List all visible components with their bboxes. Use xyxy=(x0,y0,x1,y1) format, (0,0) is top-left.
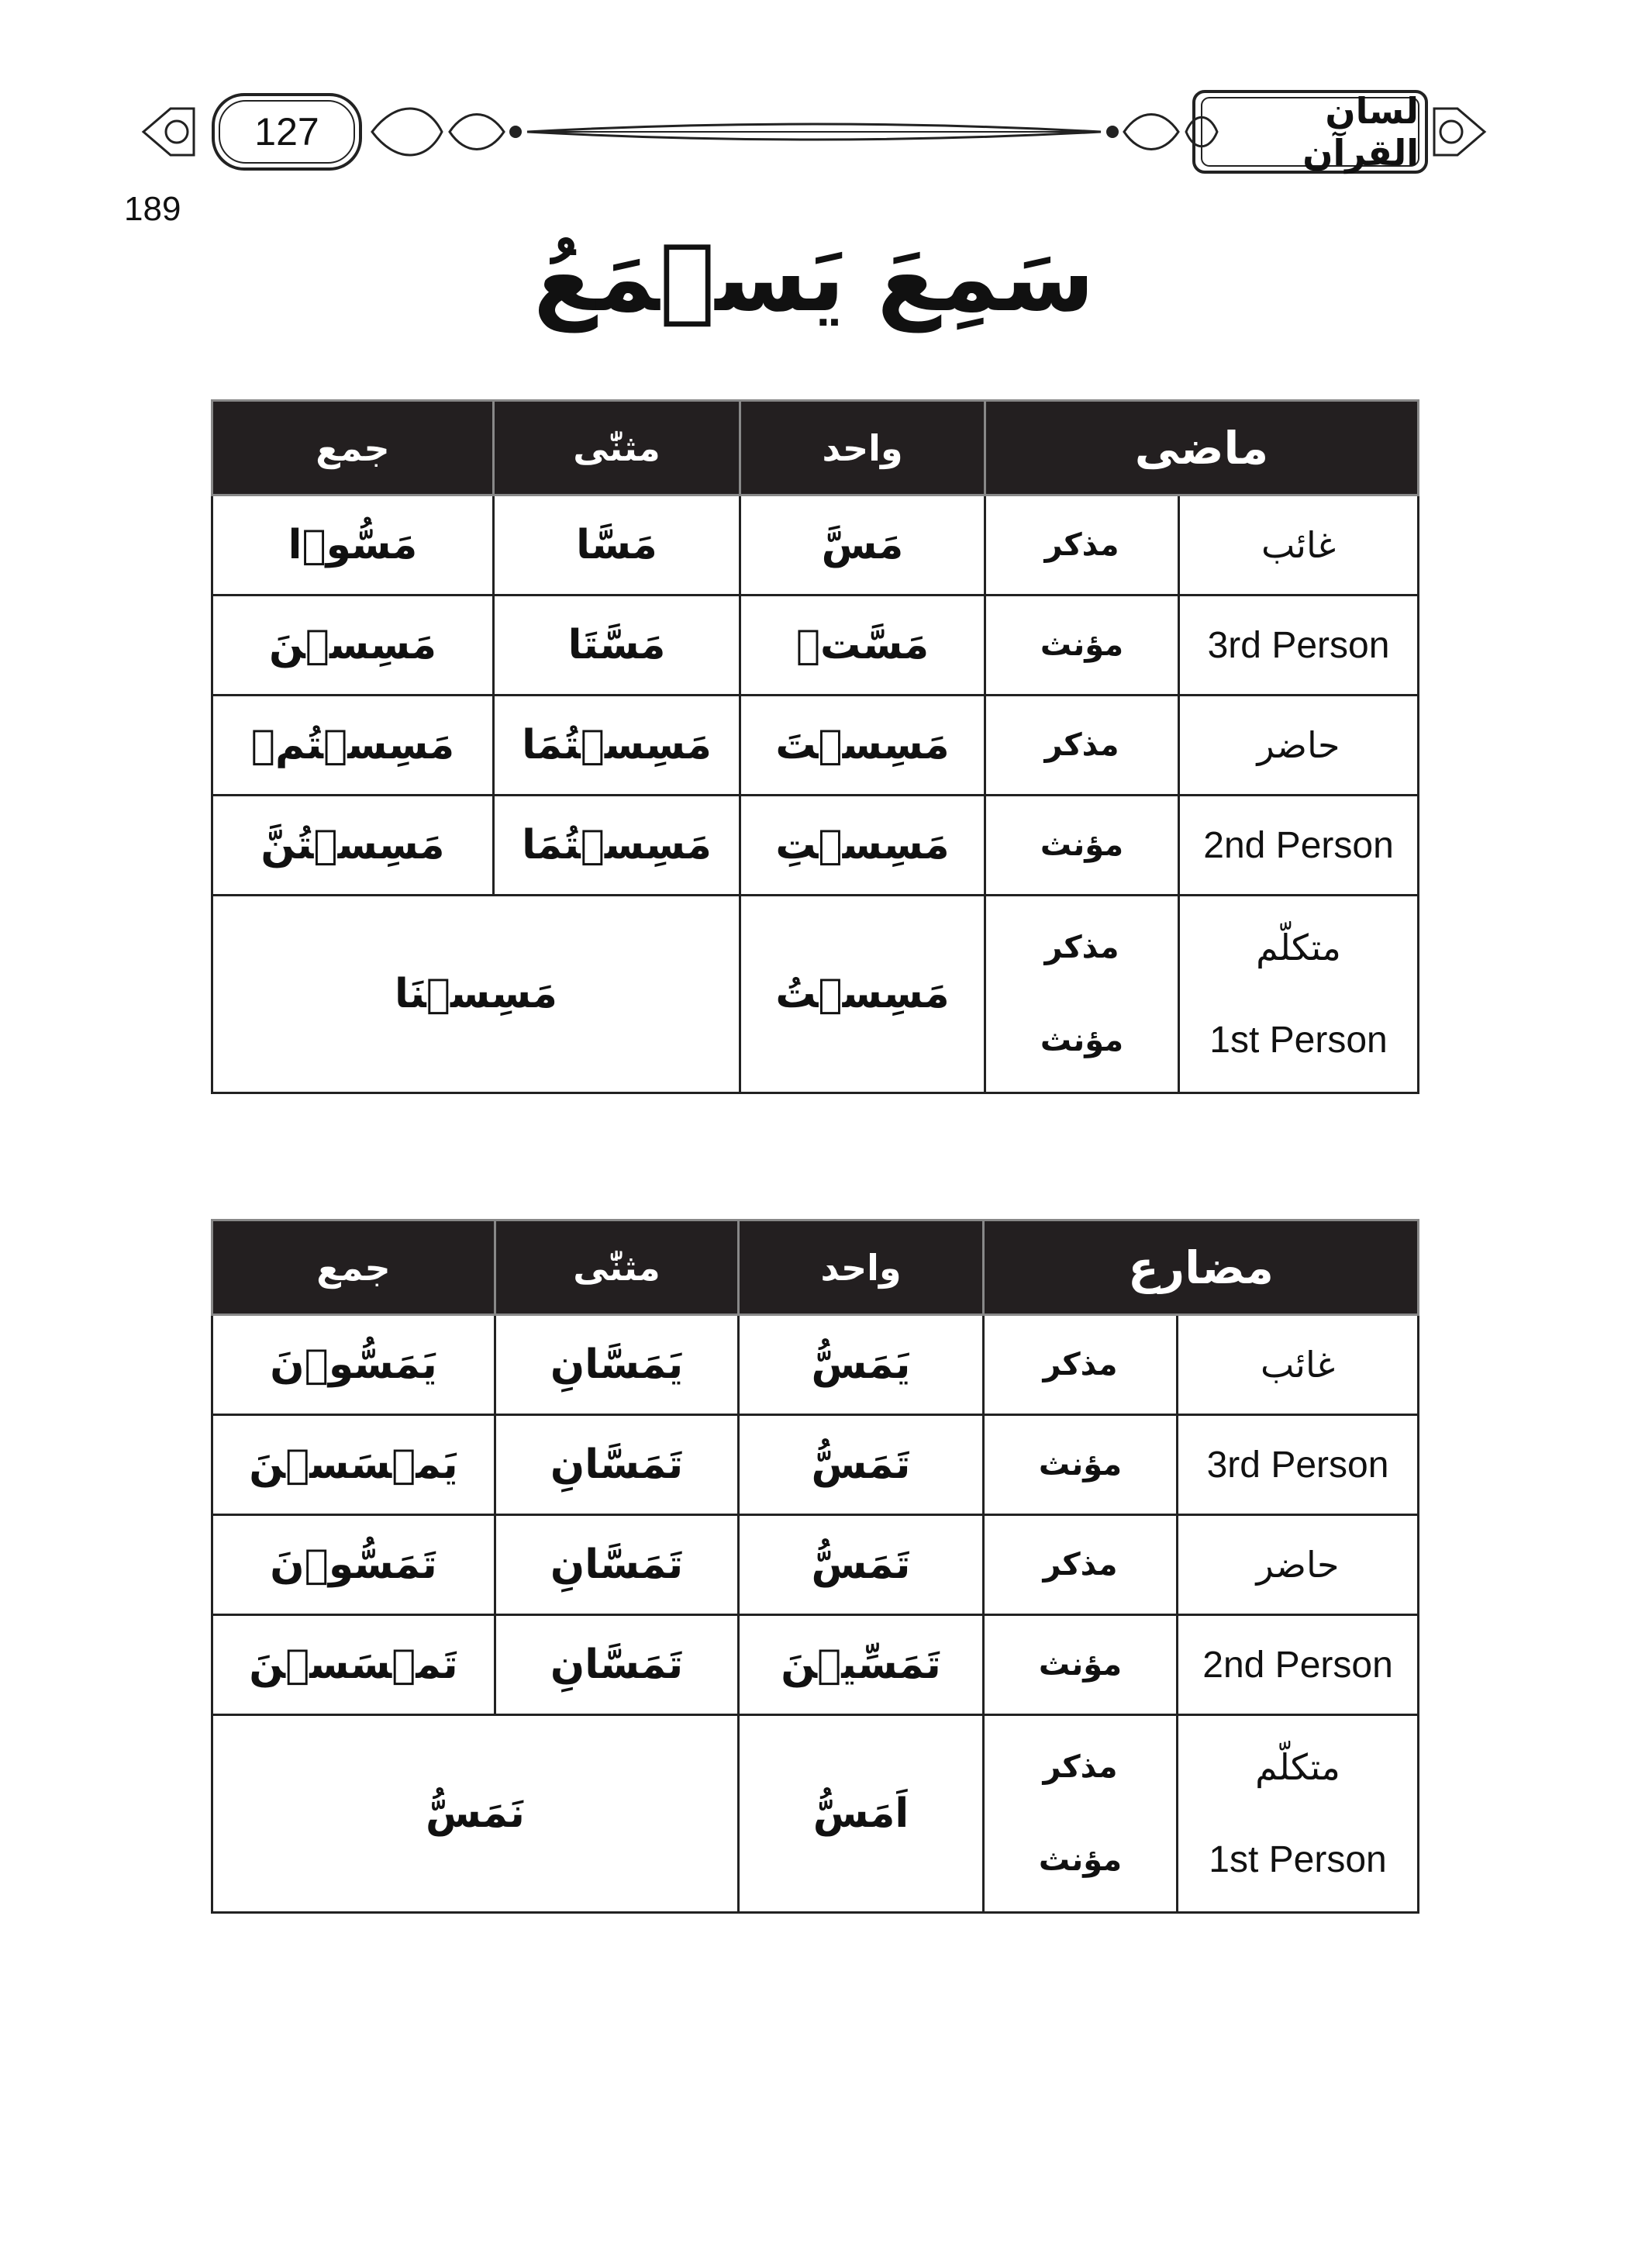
person-label-arabic: متکلّم xyxy=(1256,926,1341,968)
gender-label: مذکر xyxy=(985,495,1179,595)
gender-label: مذکر xyxy=(1043,1749,1118,1785)
cell-jama: مَسِسۡنَ xyxy=(212,595,494,696)
table-row xyxy=(212,1415,1419,1515)
book-title: لسان القرآن xyxy=(1302,90,1419,174)
cell-wahid: مَسِسۡتِ xyxy=(740,796,985,896)
cell-jama: مَسِسۡنَا xyxy=(212,896,740,1093)
cell-wahid: مَسَّتۡ xyxy=(740,595,985,696)
gender-label: مؤنث xyxy=(985,796,1179,896)
cell-wahid: يَمَسُّ xyxy=(739,1315,984,1415)
cell-wahid: تَمَسُّ xyxy=(739,1415,984,1515)
person-label-english: 1st Person xyxy=(1209,1839,1387,1881)
cell-muthanna: تَمَسَّانِ xyxy=(495,1515,739,1615)
page-header xyxy=(140,85,1488,178)
cell-wahid: مَسِسۡتَ xyxy=(740,696,985,796)
side-reference-number: 189 xyxy=(124,190,181,228)
person-label-english: 3rd Person xyxy=(1178,1415,1419,1515)
table-row xyxy=(212,1315,1419,1415)
person-label-arabic: حاضر xyxy=(1178,1515,1419,1615)
person-label-english: 2nd Person xyxy=(1178,1615,1419,1715)
person-pair xyxy=(1179,896,1419,1093)
cell-jama: نَمَسُّ xyxy=(212,1715,739,1913)
cell-jama: يَمَسُّوۡنَ xyxy=(212,1315,495,1415)
madi-conjugation-table xyxy=(211,399,1419,1094)
cell-jama: مَسِسۡتُمۡ xyxy=(212,696,494,796)
cell-wahid: تَمَسِّيۡنَ xyxy=(739,1615,984,1715)
table-row-first-person xyxy=(212,1715,1419,1913)
gender-label: مذکر xyxy=(985,696,1179,796)
verb-title: سَمِعَ يَسۡمَعُ xyxy=(533,225,1095,333)
cell-jama: مَسُّوۡا xyxy=(212,495,494,595)
cell-muthanna: مَسَّتَا xyxy=(494,595,740,696)
mudari-conjugation-table xyxy=(211,1219,1419,1914)
cell-wahid: مَسِسۡتُ xyxy=(740,896,985,1093)
table-row xyxy=(212,1615,1419,1715)
person-label-english: 1st Person xyxy=(1209,1020,1388,1062)
table-row xyxy=(212,796,1419,896)
gender-label: مذکر xyxy=(984,1515,1178,1615)
person-label-english: 2nd Person xyxy=(1179,796,1419,896)
gender-label: مؤنث xyxy=(1040,1023,1124,1058)
person-label-arabic: متکلّم xyxy=(1255,1745,1340,1788)
column-header-muthanna: مثنّٰی xyxy=(494,401,740,495)
gender-label: مذکر xyxy=(1044,930,1119,965)
cell-muthanna: مَسِسۡتُمَا xyxy=(494,696,740,796)
cell-wahid: اَمَسُّ xyxy=(739,1715,984,1913)
gender-label: مؤنث xyxy=(1038,1842,1123,1878)
gender-label: مؤنث xyxy=(984,1415,1178,1515)
page-number: 127 xyxy=(254,110,319,154)
cell-wahid: تَمَسُّ xyxy=(739,1515,984,1615)
gender-label: مؤنث xyxy=(985,595,1179,696)
section-header-madi: ماضی xyxy=(985,401,1419,495)
cell-jama: تَمَسُّوۡنَ xyxy=(212,1515,495,1615)
cell-muthanna: تَمَسَّانِ xyxy=(495,1615,739,1715)
table-row xyxy=(212,1515,1419,1615)
person-pair xyxy=(1178,1715,1419,1913)
table-header-row xyxy=(212,1220,1419,1315)
cell-wahid: مَسَّ xyxy=(740,495,985,595)
column-header-jama: جمع xyxy=(212,1220,495,1315)
cell-muthanna: تَمَسَّانِ xyxy=(495,1415,739,1515)
person-label-arabic: غائب xyxy=(1179,495,1419,595)
cell-muthanna: مَسَّا xyxy=(494,495,740,595)
gender-label: مذکر xyxy=(984,1315,1178,1415)
column-header-jama: جمع xyxy=(212,401,494,495)
gender-pair xyxy=(984,1715,1178,1913)
cell-jama: تَمۡسَسۡنَ xyxy=(212,1615,495,1715)
column-header-wahid: واحد xyxy=(740,401,985,495)
gender-pair xyxy=(985,896,1179,1093)
person-label-english: 3rd Person xyxy=(1179,595,1419,696)
table-row xyxy=(212,696,1419,796)
table-row xyxy=(212,595,1419,696)
table-header-row xyxy=(212,401,1419,495)
person-label-arabic: حاضر xyxy=(1179,696,1419,796)
gender-label: مؤنث xyxy=(984,1615,1178,1715)
cell-jama: يَمۡسَسۡنَ xyxy=(212,1415,495,1515)
table-row xyxy=(212,495,1419,595)
cell-jama: مَسِسۡتُنَّ xyxy=(212,796,494,896)
person-label-arabic: غائب xyxy=(1178,1315,1419,1415)
cell-muthanna: مَسِسۡتُمَا xyxy=(494,796,740,896)
cell-muthanna: يَمَسَّانِ xyxy=(495,1315,739,1415)
column-header-muthanna: مثنّٰی xyxy=(495,1220,739,1315)
table-row-first-person xyxy=(212,896,1419,1093)
section-header-mudari: مضارع xyxy=(984,1220,1419,1315)
column-header-wahid: واحد xyxy=(739,1220,984,1315)
